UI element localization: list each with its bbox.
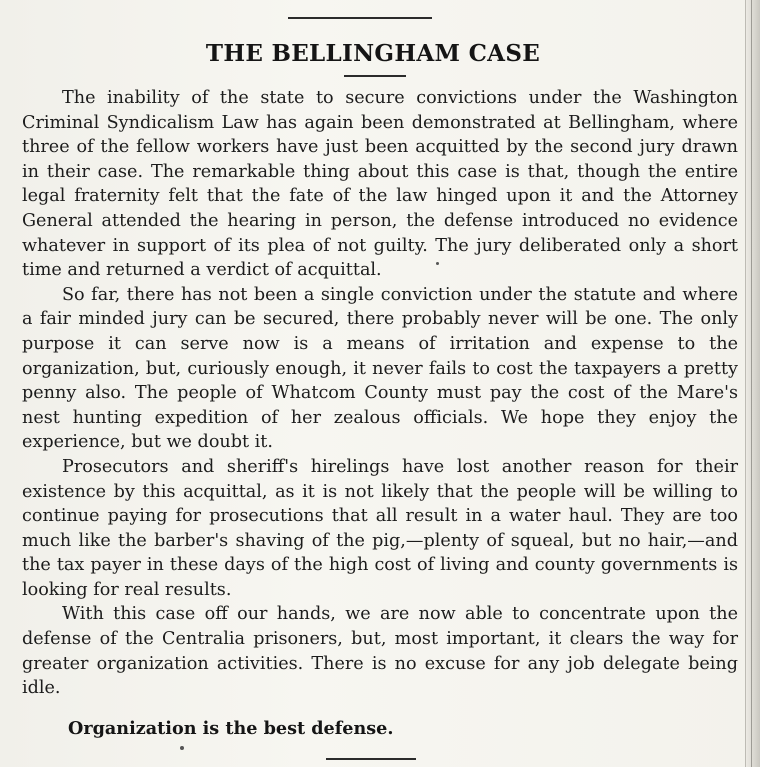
closing-line: Organization is the best defense.	[68, 718, 394, 739]
paragraph-4: With this case off our hands, we are now able to concentrate upon the defense of the Centralia prisoners, but, most important, it clears the way for greater organization activities. There is no excuse for any job delegate being idle.	[22, 604, 738, 699]
top-rule	[288, 17, 432, 19]
bottom-rule	[326, 758, 416, 760]
article-body	[22, 86, 738, 701]
paragraph-1: The inability of the state to secure convictions under the Washington Criminal Syndicalism Law has again been demonstrated at Bellingham, where three of the fellow workers have just been acquitted by the second jury drawn in their case. The remarkable thing about this case is that, though the entire legal fraternity felt that the fate of the law hinged upon it and the Attorney General attended the hearing in person, the defense introduced no evidence whatever in support of its plea of not guilty. The jury deliberated only a short time and returned a verdict of acquittal.	[22, 88, 738, 281]
ink-speck	[436, 262, 439, 265]
scan-edge-line	[751, 0, 752, 767]
ink-speck	[180, 746, 184, 750]
scan-edge	[745, 0, 760, 767]
title-rule	[344, 75, 406, 77]
paragraph-2: So far, there has not been a single conviction under the statute and where a fair minded jury can be secured, there probably never will be one. The only purpose it can serve now is a means of irritation and expense to the organization, but, curiously enough, it never fails to cost the taxpayers a pretty penny also. The people of Whatcom County must pay the cost of the Mare's nest hunting expedition of her zealous officials. We hope they enjoy the experience, but we doubt it.	[22, 284, 738, 453]
paragraph-3: Prosecutors and sheriff's hirelings have lost another reason for their existence by this acquittal, as it is not likely that the people will be willing to continue paying for prosecutions that all result in a water haul. They are too much like the barber's shaving of the pig,—plenty of squeal, but no hair,—and the tax payer in these days of the high cost of living and county governments is looking for real results.	[22, 456, 738, 600]
article-title: THE BELLINGHAM CASE	[205, 40, 541, 67]
